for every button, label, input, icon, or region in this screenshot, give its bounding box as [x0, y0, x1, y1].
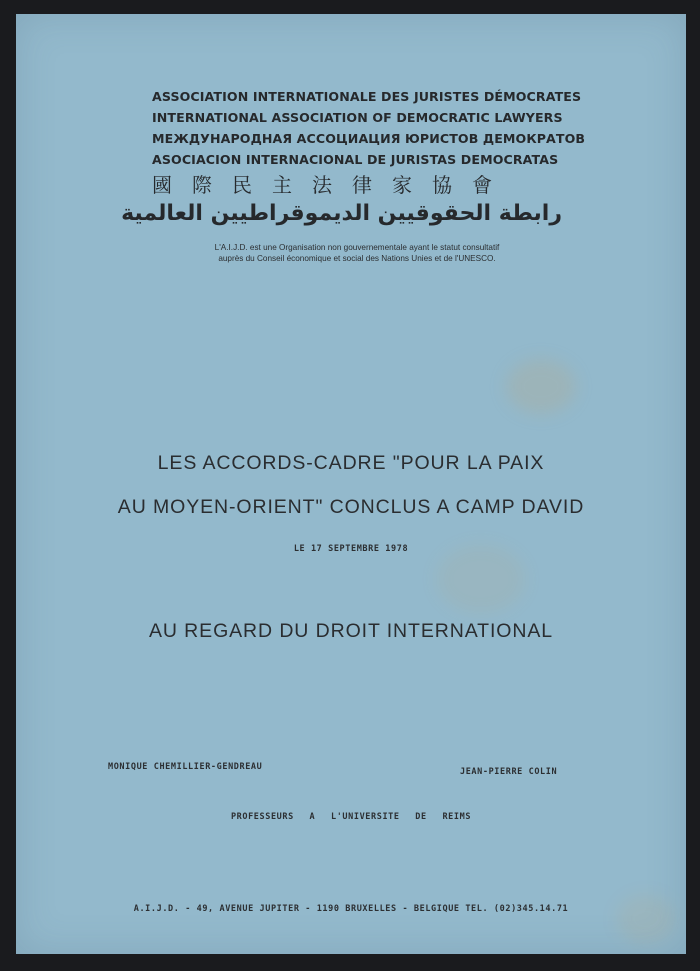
document-page [16, 14, 686, 954]
letterhead-chinese: 國際民主法律家協會 [152, 173, 512, 197]
paper-stain [436, 544, 526, 614]
status-note [172, 242, 542, 264]
title-line-2: AU MOYEN-ORIENT" CONCLUS A CAMP DAVID [117, 496, 585, 518]
paper-stain [506, 359, 576, 414]
letterhead [121, 86, 586, 229]
author-left: MONIQUE CHEMILLIER-GENDREAU [108, 762, 263, 772]
status-note-line-2: auprès du Conseil économique et social des Nations Unies et de l'UNESCO. [218, 254, 496, 263]
letterhead-french: ASSOCIATION INTERNATIONALE DES JURISTES DÉMOCRATES [152, 89, 582, 104]
author-right: JEAN-PIERRE COLIN [460, 767, 558, 777]
author-affiliation: PROFESSEURS A L'UNIVERSITE DE REIMS [230, 812, 472, 822]
title-line-3: AU REGARD DU DROIT INTERNATIONAL [148, 620, 554, 642]
paper-stain [616, 894, 676, 944]
status-note-line-1: L'A.I.J.D. est une Organisation non gouvernementale ayant le statut consultatif [214, 243, 500, 252]
title-date: LE 17 SEPTEMBRE 1978 [293, 544, 409, 554]
letterhead-english: INTERNATIONAL ASSOCIATION OF DEMOCRATIC LAWYERS [152, 110, 563, 125]
letterhead-spanish: ASOCIACION INTERNACIONAL DE JURISTAS DEMOCRATAS [152, 152, 559, 167]
footer-address: A.I.J.D. - 49, AVENUE JUPITER - 1190 BRUXELLES - BELGIQUE TEL. (02)345.14.71 [133, 904, 569, 914]
letterhead-russian: МЕЖДУНАРОДНАЯ АССОЦИАЦИЯ ЮРИСТОВ ДЕМОКРАТОВ [152, 131, 586, 146]
title-line-1: LES ACCORDS-CADRE "POUR LA PAIX [157, 452, 545, 474]
letterhead-arabic: رابطة الحقوقيين الديموقراطيين العالمية [121, 201, 562, 226]
